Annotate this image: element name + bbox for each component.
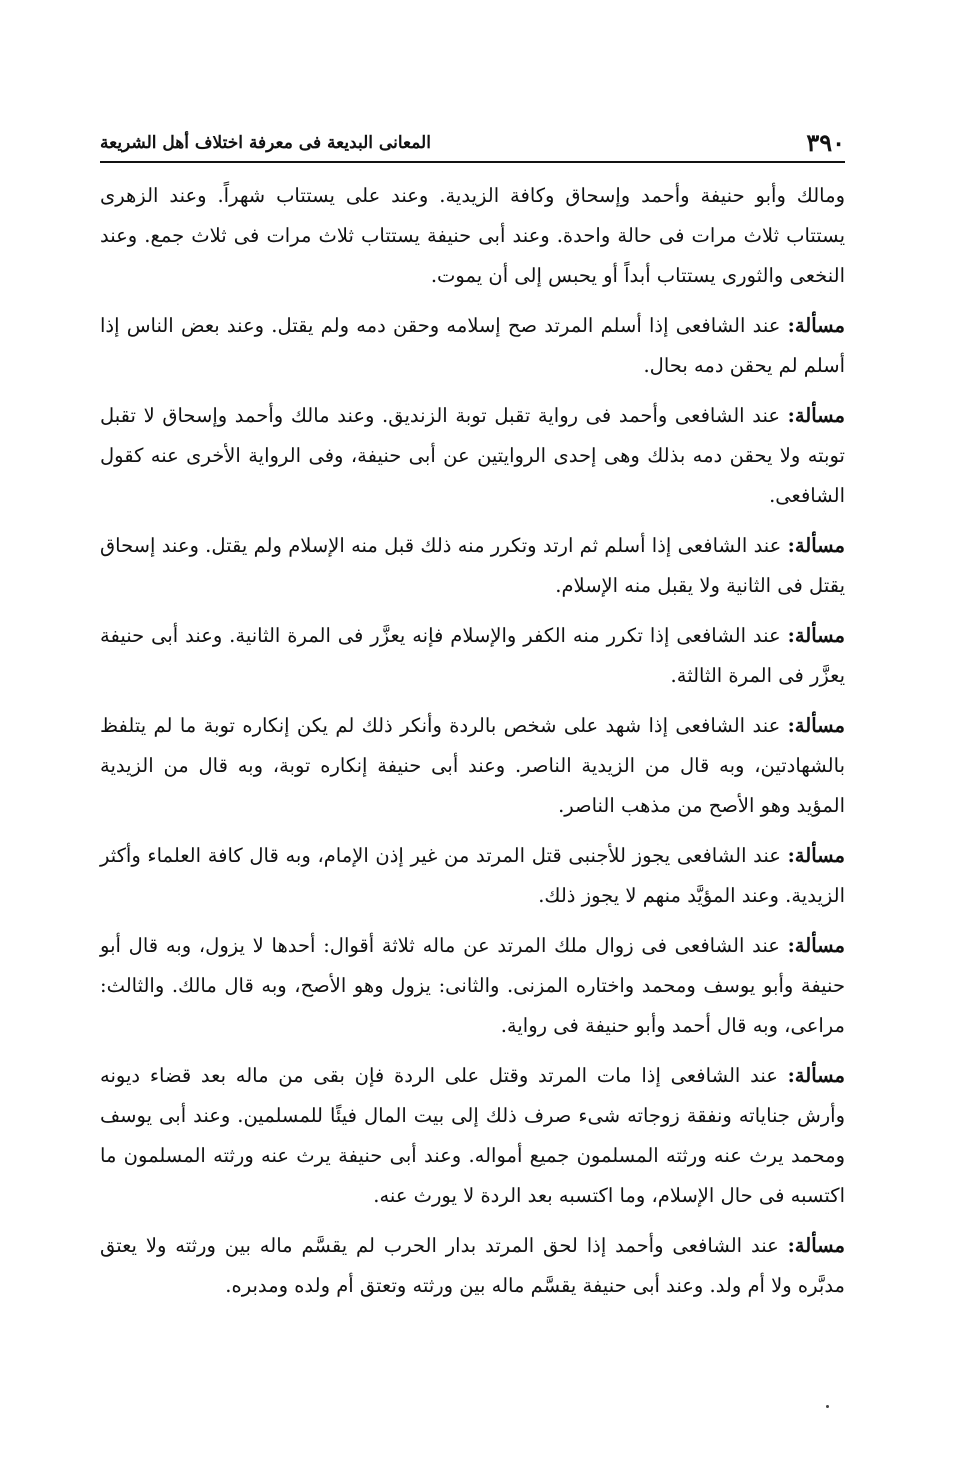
paragraph-text: ومالك وأبو حنيفة وأحمد وإسحاق وكافة الزيدية. وعند على يستتاب شهراً. وعند الزهرى يستتاب ثلاث مرات فى حالة واحدة. وعند أبى حنيفة يستتاب ثلاث مرات فى ثلاث جمع. وعند النخعى والثورى يستتاب أبداً أو يحبس إلى أن يموت. [100,184,845,287]
paragraph [100,176,845,296]
paragraph-text: عند الشافعى فى زوال ملك المرتد عن ماله ثلاثة أقوال: أحدها لا يزول، وبه قال أبو حنيفة وأبو يوسف ومحمد واختاره المزنى. والثانى: يزول وهو الأصح، وبه قال مالك. والثالث: مراعى، وبه قال أحمد وأبو حنيفة فى رواية. [100,934,845,1037]
paragraph [100,396,845,516]
page-number: ٣٩٠ [806,128,845,157]
paragraph [100,616,845,696]
paragraph [100,306,845,386]
issue-label: مسألة: [787,1234,845,1257]
paragraph [100,836,845,916]
paragraph [100,526,845,606]
issue-label: مسألة: [787,844,845,867]
body-text [100,176,845,1316]
paragraph-text: عند الشافعى وأحمد إذا لحق المرتد بدار الحرب لم يقسَّم ماله بين ورثته ولا يعتق مدبَّره ولا أم ولد. وعند أبى حنيفة يقسَّم ماله بين ورثته وتعتق أم ولده ومدبره. [100,1234,845,1297]
paragraph-text: عند الشافعى إذا شهد على شخص بالردة وأنكر ذلك لم يكن إنكاره توبة ما لم يتلفظ بالشهادتين، وبه قال من الزيدية الناصر. وعند أبى حنيفة إنكاره توبة، وبه قال من الزيدية المؤيد وهو الأصح من مذهب الناصر. [100,714,845,817]
paragraph [100,926,845,1046]
paragraph-text: عند الشافعى إذا أسلم ثم ارتد وتكرر منه ذلك قبل منه الإسلام ولم يقتل. وعند إسحاق يقتل فى الثانية ولا يقبل منه الإسلام. [100,534,845,597]
paragraph-text: عند الشافعى يجوز للأجنبى قتل المرتد من غير إذن الإمام، وبه قال كافة العلماء وأكثر الزيدية. وعند المؤيَّد منهم لا يجوز ذلك. [100,844,845,907]
header-rule [100,161,845,163]
paragraph-text: عند الشافعى وأحمد فى رواية تقبل توبة الزنديق. وعند مالك وأحمد وإسحاق لا تقبل توبته ولا يحقن دمه بذلك وهى إحدى الروايتين عن أبى حنيفة، وفى الرواية الأخرى عنه كقول الشافعى. [100,404,845,507]
issue-label: مسألة: [787,1064,845,1087]
paragraph-text: عند الشافعى إذا أسلم المرتد صح إسلامه وحقن دمه ولم يقتل. وعند بعض الناس إذا أسلم لم يحقن دمه بحال. [100,314,845,377]
running-header [100,128,845,158]
issue-label: مسألة: [787,314,846,337]
paragraph [100,1056,845,1216]
paragraph-text: عند الشافعى إذا مات المرتد وقتل على الردة فإن بقى من ماله بعد قضاء ديونه وأرش جناياته ونفقة زوجاته شىء صرف ذلك إلى بيت المال فيئًا للمسلمين. وعند أبى يوسف ومحمد يرث عنه ورثته المسلمون جميع أمواله. وعند أبى حنيفة يرث عنه ورثته المسلمون ما اكتسبه فى حال الإسلام، وما اكتسبه بعد الردة لا يورث عنه. [100,1064,845,1207]
issue-label: مسألة: [787,624,846,647]
paragraph-text: عند الشافعى إذا تكرر منه الكفر والإسلام فإنه يعزَّر فى المرة الثانية. وعند أبى حنيفة يعزَّر فى المرة الثالثة. [100,624,845,687]
paragraph [100,706,845,826]
issue-label: مسألة: [787,934,845,957]
issue-label: مسألة: [787,404,846,427]
issue-label: مسألة: [787,534,846,557]
print-speck [826,1405,829,1408]
paragraph [100,1226,845,1306]
issue-label: مسألة: [787,714,845,737]
running-title: المعانى البديعة فى معرفة اختلاف أهل الشريعة [100,133,431,153]
